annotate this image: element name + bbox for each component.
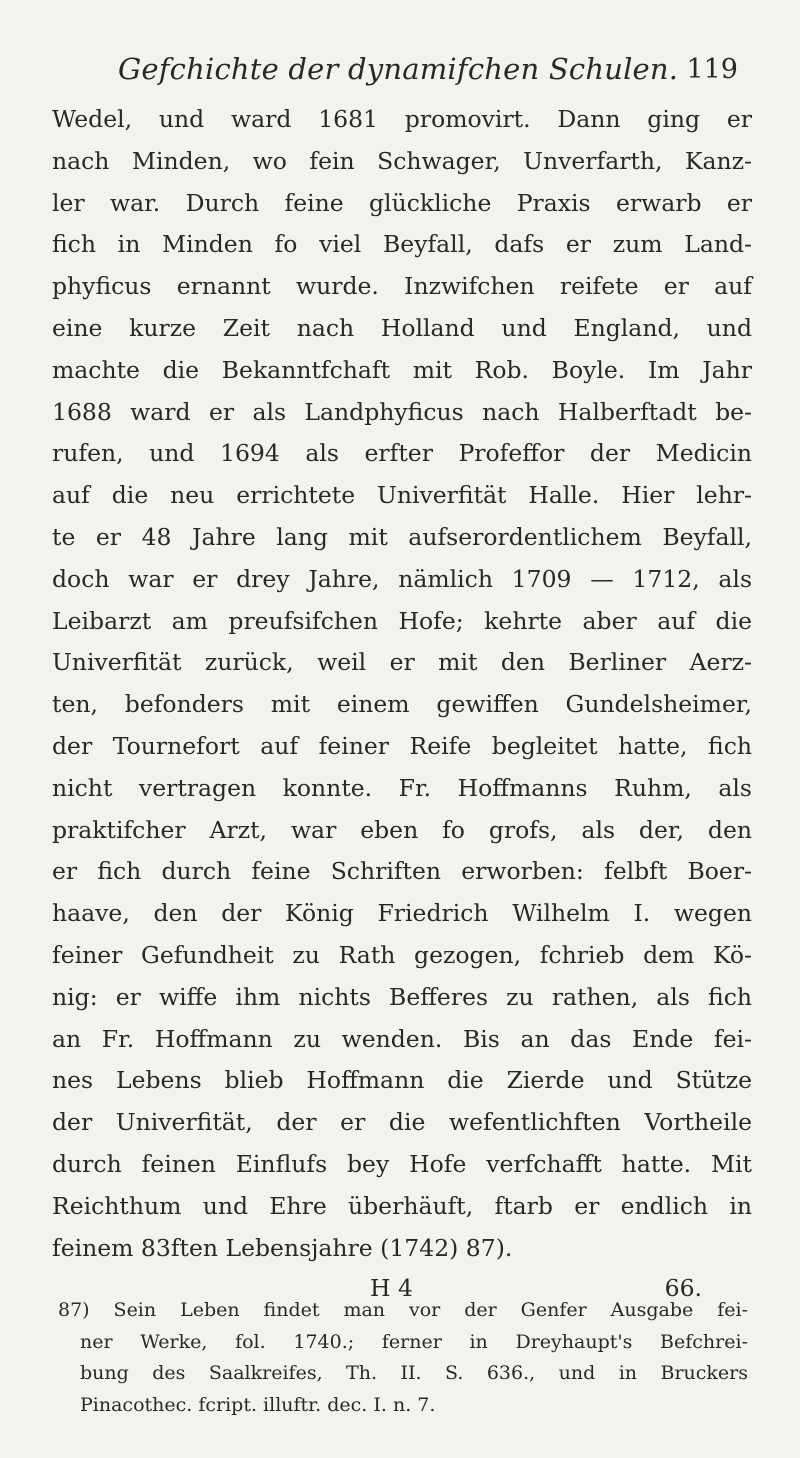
text-line: nicht vertragen konnte. Fr. Hoffmanns Ruhm, als <box>52 773 752 802</box>
text-line: fich in Minden fo viel Beyfall, dafs er zum Land- <box>52 230 752 259</box>
text-line: Wedel, und ward 1681 promovirt. Dann ging er <box>52 105 752 133</box>
text-line: ler war. Durch feine glückliche Praxis erwarb er <box>52 188 752 217</box>
text-line: Leibarzt am preufsifchen Hofe; kehrte aber auf die <box>52 606 752 635</box>
text-line: feiner Gefundheit zu Rath gezogen, fchrieb dem Kö- <box>52 940 752 969</box>
catchword: 66. <box>664 1274 702 1303</box>
text-line: Reichthum und Ehre überhäuft, ftarb er endlich in <box>52 1191 752 1220</box>
text-line: doch war er drey Jahre, nämlich 1709 — 1712, als <box>52 564 752 593</box>
text-line: durch feinen Einflufs bey Hofe verfchafft hatte. Mit <box>52 1149 752 1178</box>
text-line: Univerfität zurück, weil er mit den Berliner Aerz- <box>52 648 752 677</box>
footnote-line: ner Werke, fol. 1740.; ferner in Dreyhaupt's Befchrei- <box>80 1330 748 1353</box>
text-line: phyficus ernannt wurde. Inzwifchen reifete er auf <box>52 272 752 301</box>
text-line: praktifcher Arzt, war eben fo grofs, als der, den <box>52 815 752 844</box>
text-line: haave, den der König Friedrich Wilhelm I. wegen <box>52 899 752 928</box>
text-line: er fich durch feine Schriften erworben: felbft Boer- <box>52 857 752 886</box>
footnote-line: bung des Saalkreifes, Th. II. S. 636., und in Bruckers <box>80 1362 748 1384</box>
text-line: nach Minden, wo fein Schwager, Unverfarth, Kanz- <box>52 146 752 175</box>
text-line: te er 48 Jahre lang mit aufserordentlichem Beyfall, <box>52 522 752 551</box>
text-line: auf die neu errichtete Univerfität Halle. Hier lehr- <box>52 481 752 510</box>
text-line: der Univerfität, der er die wefentlichften Vortheile <box>52 1108 752 1137</box>
running-title: Gefchichte der dynamifchen Schulen. <box>118 52 679 86</box>
signature-mark: H 4 <box>370 1274 413 1303</box>
page-number: 119 <box>686 54 738 85</box>
text-line: feinem 83ften Lebensjahre (1742) 87). <box>52 1233 513 1262</box>
text-line: eine kurze Zeit nach Holland und England, und <box>52 313 752 342</box>
text-line: nig: er wiffe ihm nichts Befferes zu rathen, als fich <box>52 982 752 1011</box>
footnote <box>58 1295 748 1421</box>
text-line: 1688 ward er als Landphyficus nach Halberftadt be- <box>52 397 752 426</box>
text-line: an Fr. Hoffmann zu wenden. Bis an das Ende fei- <box>52 1024 752 1053</box>
page-header <box>118 52 738 96</box>
text-line: machte die Bekanntfchaft mit Rob. Boyle. Im Jahr <box>52 355 752 384</box>
text-line: der Tournefort auf feiner Reife begleitet hatte, fich <box>52 731 752 760</box>
footnote-line: 87) Sein Leben findet man vor der Genfer Ausgabe fei- <box>58 1299 748 1321</box>
text-line: nes Lebens blieb Hoffmann die Zierde und Stütze <box>52 1066 752 1095</box>
footnote-line: Pinacothec. fcript. illuftr. dec. I. n. 7. <box>80 1393 436 1416</box>
text-line: rufen, und 1694 als erfter Profeffor der Medicin <box>52 439 752 468</box>
text-line: ten, befonders mit einem gewiffen Gundelsheimer, <box>52 690 752 719</box>
body-text <box>52 99 752 1307</box>
